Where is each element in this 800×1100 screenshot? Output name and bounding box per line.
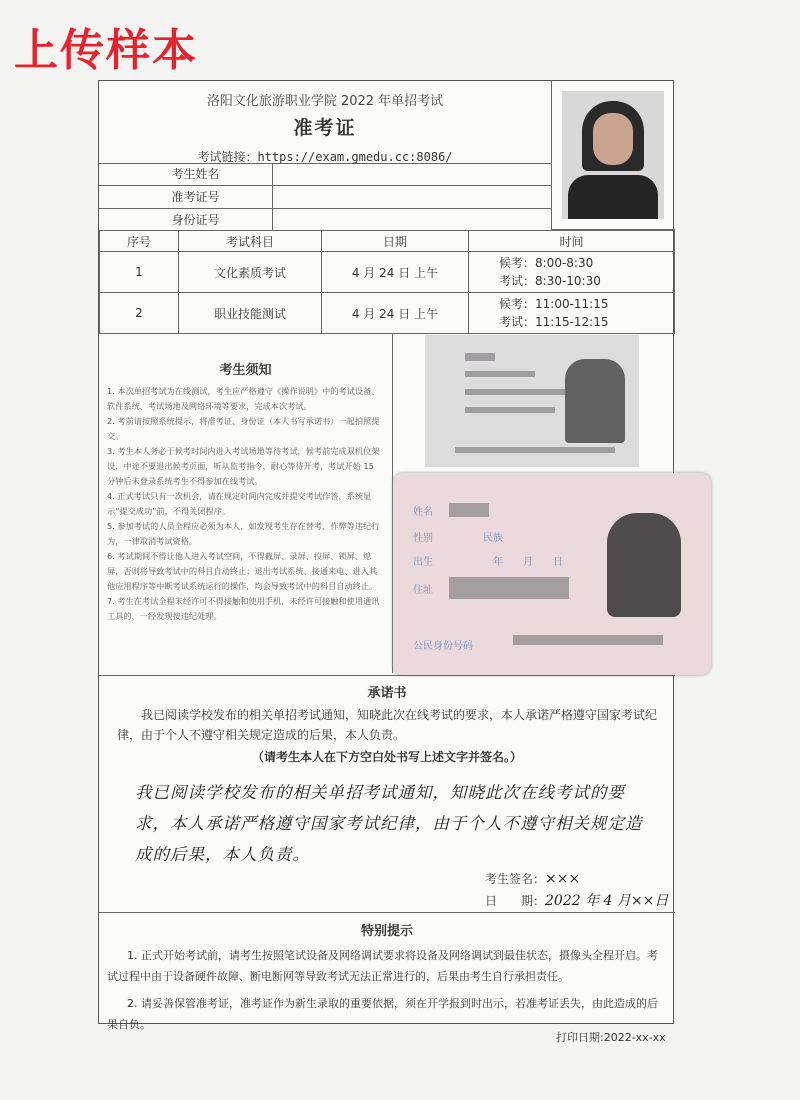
info-label: 身份证号 [99,209,273,231]
id-portrait [607,513,681,617]
candidate-notice [99,333,393,673]
photo-cell [551,81,675,230]
promise-hint: （请考生本人在下方空白处书写上述文字并签名。） [251,750,522,764]
cell-time: 候考：8:00-8:30 考试：8:30-10:30 [469,252,675,293]
exam-schedule-table [99,230,675,334]
col-header: 时间 [469,231,675,252]
id-card-front [393,473,711,675]
cell-time: 候考：11:00-11:15 考试：11:15-12:15 [469,293,675,334]
col-header: 考试科目 [179,231,322,252]
date-value: 2022 年 4 月××日 [545,893,669,909]
notice-item: 7. 考生在考试全程未经许可不得接触和使用手机，未经许可接触和使用通讯工具的，一经发现按违纪处理。 [107,596,380,621]
signature-block [485,868,668,912]
tips-title: 特别提示 [360,924,413,939]
print-date: 打印日期:2022-xx-xx [556,1031,666,1044]
date-label: 日 期： [485,894,546,908]
id-label: 民族 [483,533,503,544]
id-label: 出生 [413,557,433,568]
col-header: 日期 [322,231,469,252]
notice-item: 6. 考试期间不得让他人进入考试空间，不得截屏、录屏、投屏、锁屏、熄屏，否则将导致考试中的科目自动终止；退出考试系统、接通来电、进入其他应用程序等中断考试系统运行的操作，均会导致考试中的科目自动终止。 [107,551,378,591]
school-name: 洛阳文化旅游职业学院 2022 年单招考试 [206,94,444,109]
tips-item: 2. 请妥善保管准考证，准考证作为新生录取的重要依据，须在开学报到时出示，若准考证丢失，由此造成的后果自负。 [107,997,658,1031]
cell-no: 1 [100,252,179,293]
id-label: 年 [493,557,503,568]
table-row [100,252,675,293]
promise-title: 承诺书 [367,686,407,701]
special-tips [99,913,675,1041]
info-label: 考生姓名 [99,163,273,185]
cell-date: 4 月 24 日 上午 [322,293,469,334]
ticket-header [99,81,551,164]
info-label: 准考证号 [99,186,273,208]
info-row-name [99,163,551,186]
id-label: 姓名 [413,507,433,518]
table-row [100,293,675,334]
tips-item: 1. 正式开始考试前，请考生按照笔试设备及网络调试要求将设备及网络调试到最佳状态，摄像头全程开启。考试过程中由于设备硬件故障、断电断网等导致考试无法正常进行的，后果由考生自行承担责任。 [107,949,658,983]
notice-item: 2. 考前请按照系统提示，将准考证、身份证（本人书写承诺书）一起拍照提交。 [107,416,380,441]
id-label: 公民身份号码 [413,641,473,652]
commitment-letter [99,675,675,913]
handwritten-text: 我已阅读学校发布的相关单招考试通知，知晓此次在线考试的要求，本人承诺严格遵守国家考试纪律，由于个人不遵守相关规定造成的后果，本人负责。 [135,783,643,864]
sample-banner: 上传样本 [14,25,198,76]
id-label: 性别 [413,533,433,544]
sign-value: ××× [545,871,581,887]
notice-item: 1. 本次单招考试为在线测试，考生应严格遵守《操作说明》中的考试设备、软件系统、考试场地及网络环境等要求，完成本次考试。 [107,386,380,411]
promise-body: 我已阅读学校发布的相关单招考试通知，知晓此次在线考试的要求，本人承诺严格遵守国家考试纪律，由于个人不遵守相关规定造成的后果，本人负责。 [117,708,658,742]
notice-item: 5. 参加考试的人员全程应必须为本人，如发现考生存在替考、作弊等违纪行为，一律取消考试资格。 [107,521,380,546]
id-label: 住址 [413,585,433,596]
info-row-ticket [99,186,551,209]
cell-subject: 文化素质考试 [179,252,322,293]
candidate-info [99,163,551,231]
cell-subject: 职业技能测试 [179,293,322,334]
notice-item: 4. 正式考试只有一次机会，请在规定时间内完成并提交考试作答，系统显示“提交成功”前，不得关闭程序。 [107,491,372,516]
id-label: 月 [523,557,533,568]
cell-date: 4 月 24 日 上午 [322,252,469,293]
candidate-photo [562,91,664,219]
admission-ticket [98,80,674,1031]
cell-no: 2 [100,293,179,334]
id-card-photocopy [425,335,639,467]
notice-title: 考生须知 [219,363,272,378]
id-label: 日 [553,557,563,568]
col-header: 序号 [100,231,179,252]
notice-item: 3. 考生本人务必于候考时间内进入考试场地等待考试，候考前完成双机位架设，中途不要退出候考页面，听从监考指令，耐心等待开考，考试开始 15 分钟后未登录系统考生不得参加在线考试。 [107,446,380,486]
ticket-title: 准考证 [293,117,357,139]
exam-link: 考试链接：https://exam.gmedu.cc:8086/ [197,150,453,164]
info-row-idnum [99,209,551,231]
sign-label: 考生签名： [485,872,546,886]
